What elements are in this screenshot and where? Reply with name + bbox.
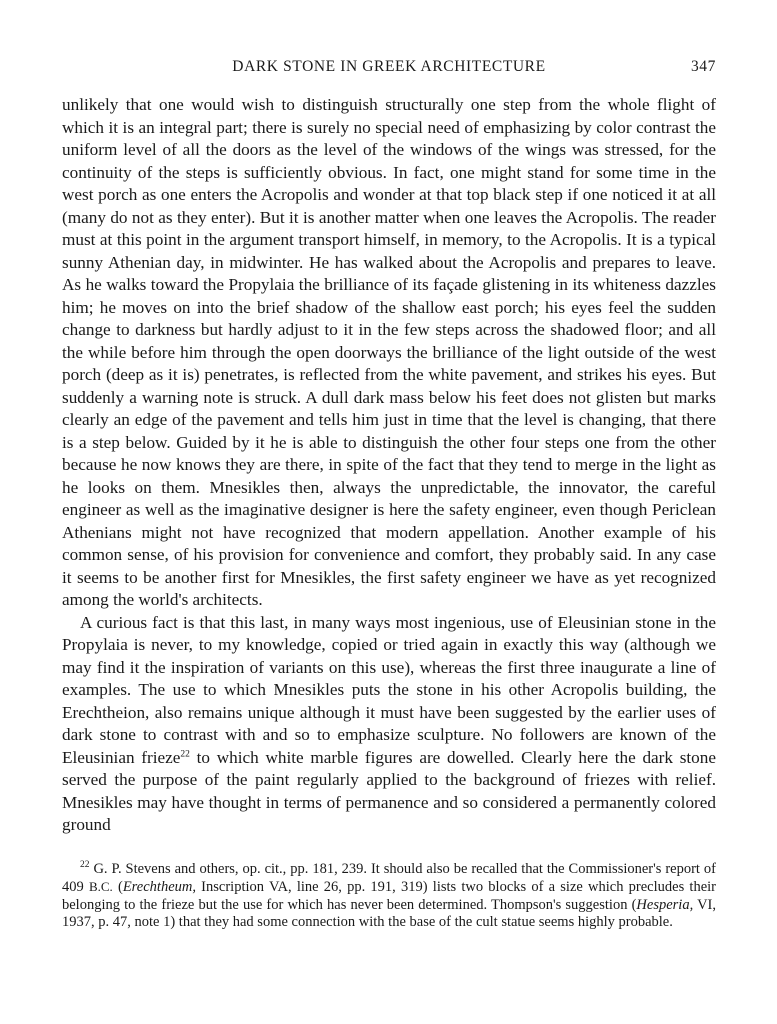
page-number: 347 <box>690 58 716 75</box>
footnote-citation-erechtheum: Erechtheum, <box>122 879 196 895</box>
running-head-title: DARK STONE IN GREEK ARCHITECTURE <box>232 58 546 75</box>
footnote-citation-hesperia: Hesperia, <box>636 896 694 913</box>
footnote-number: 22 <box>80 859 90 870</box>
footnote-text-4: VI, 1937, p. 47, note 1) that they had some connection with the base of the cult statue seems highly probable. <box>62 896 716 930</box>
book-page <box>62 58 716 932</box>
footnote-22 <box>62 861 716 932</box>
footnote-text-3: Inscription VA, line 26, pp. 191, 319) lists two blocks of a size which precludes their belonging to the frieze but the use for which has never been determined. Thompson's suggestion ( <box>62 879 716 913</box>
footnotes <box>62 861 716 932</box>
paragraph-2-text-b: to which white marble figures are dowelled. Clearly here the dark stone served the purpose of the paint regularly applied to the background of friezes with relief. Mnesikles may have thought in terms of permanence and so considered a permanently colored ground <box>62 747 716 834</box>
footnote-text-2: ( <box>112 879 123 895</box>
footnote-text-1: G. P. Stevens and others, op. cit., pp. 181, 239. It should also be recalled that the Commissioner's report of 409 <box>62 860 716 895</box>
footnote-bc: B.C. <box>88 879 113 894</box>
paragraph-1: unlikely that one would wish to distinguish structurally one step from the whole flight of which it is an integral part; there is surely no special need of emphasizing by color contrast the uniform level of all the doors as the level of the windows of the wings was stressed, for the continuity of the steps is sufficiently obvious. In fact, one might stand for some time in the west porch as one enters the Acropolis and wonder at that top black step if one noticed it at all (many do not as they enter). But it is another matter when one leaves the Acropolis. The reader must at this point in the argument transport himself, in memory, to the Acropolis. It is a typical sunny Athenian day, in midwinter. He has walked about the Acropolis and prepares to leave. As he walks toward the Propylaia the brilliance of its façade glistening in its whiteness dazzles him; he moves on into the brief shadow of the shallow east porch; his eyes feel the sudden change to darkness but hardly adjust to it in the few steps across the shadowed floor; and all the while before him through the open doorways the brilliance of the light outside of the west porch (deep as it is) penetrates, is reflected from the white pavement, and strikes his eyes. But suddenly a warning note is struck. A dull dark mass below his feet does not glisten but marks clearly an edge of the pavement and tells him just in time that the level is changing, that there is a step below. Guided by it he is able to distinguish the other four steps one from the other because he now knows they are there, in spite of the fact that they tend to merge in the light as he looks on them. Mnesikles then, always the unpredictable, the innovator, the careful engineer as well as the imaginative designer is here the safety engineer, even though Periclean Athenians might not have recognized that modern appellation. Another example of his common sense, of his provision for convenience and comfort, they probably said. In any case it seems to be another first for Mnesikles, the first safety engineer we have as yet recognized among the world's architects. <box>62 95 716 609</box>
footnote-reference: 22 <box>180 748 190 759</box>
body-text <box>62 94 716 837</box>
running-head <box>62 58 716 84</box>
paragraph-2-text-a: A curious fact is that this last, in many ways most ingenious, use of Eleusinian stone in the Propylaia is never, to my knowledge, copied or tried again in exactly this way (although we may find it the inspiration of variants on this use), whereas the first three inaugurate a line of examples. The use to which Mnesikles puts the stone in his other Acropolis building, the Erechtheion, also remains unique although it must have been suggested by the earlier uses of dark stone to contrast with and so to emphasize sculpture. No followers are known of the Eleusinian frieze <box>62 612 716 767</box>
paragraph-2 <box>62 612 716 837</box>
